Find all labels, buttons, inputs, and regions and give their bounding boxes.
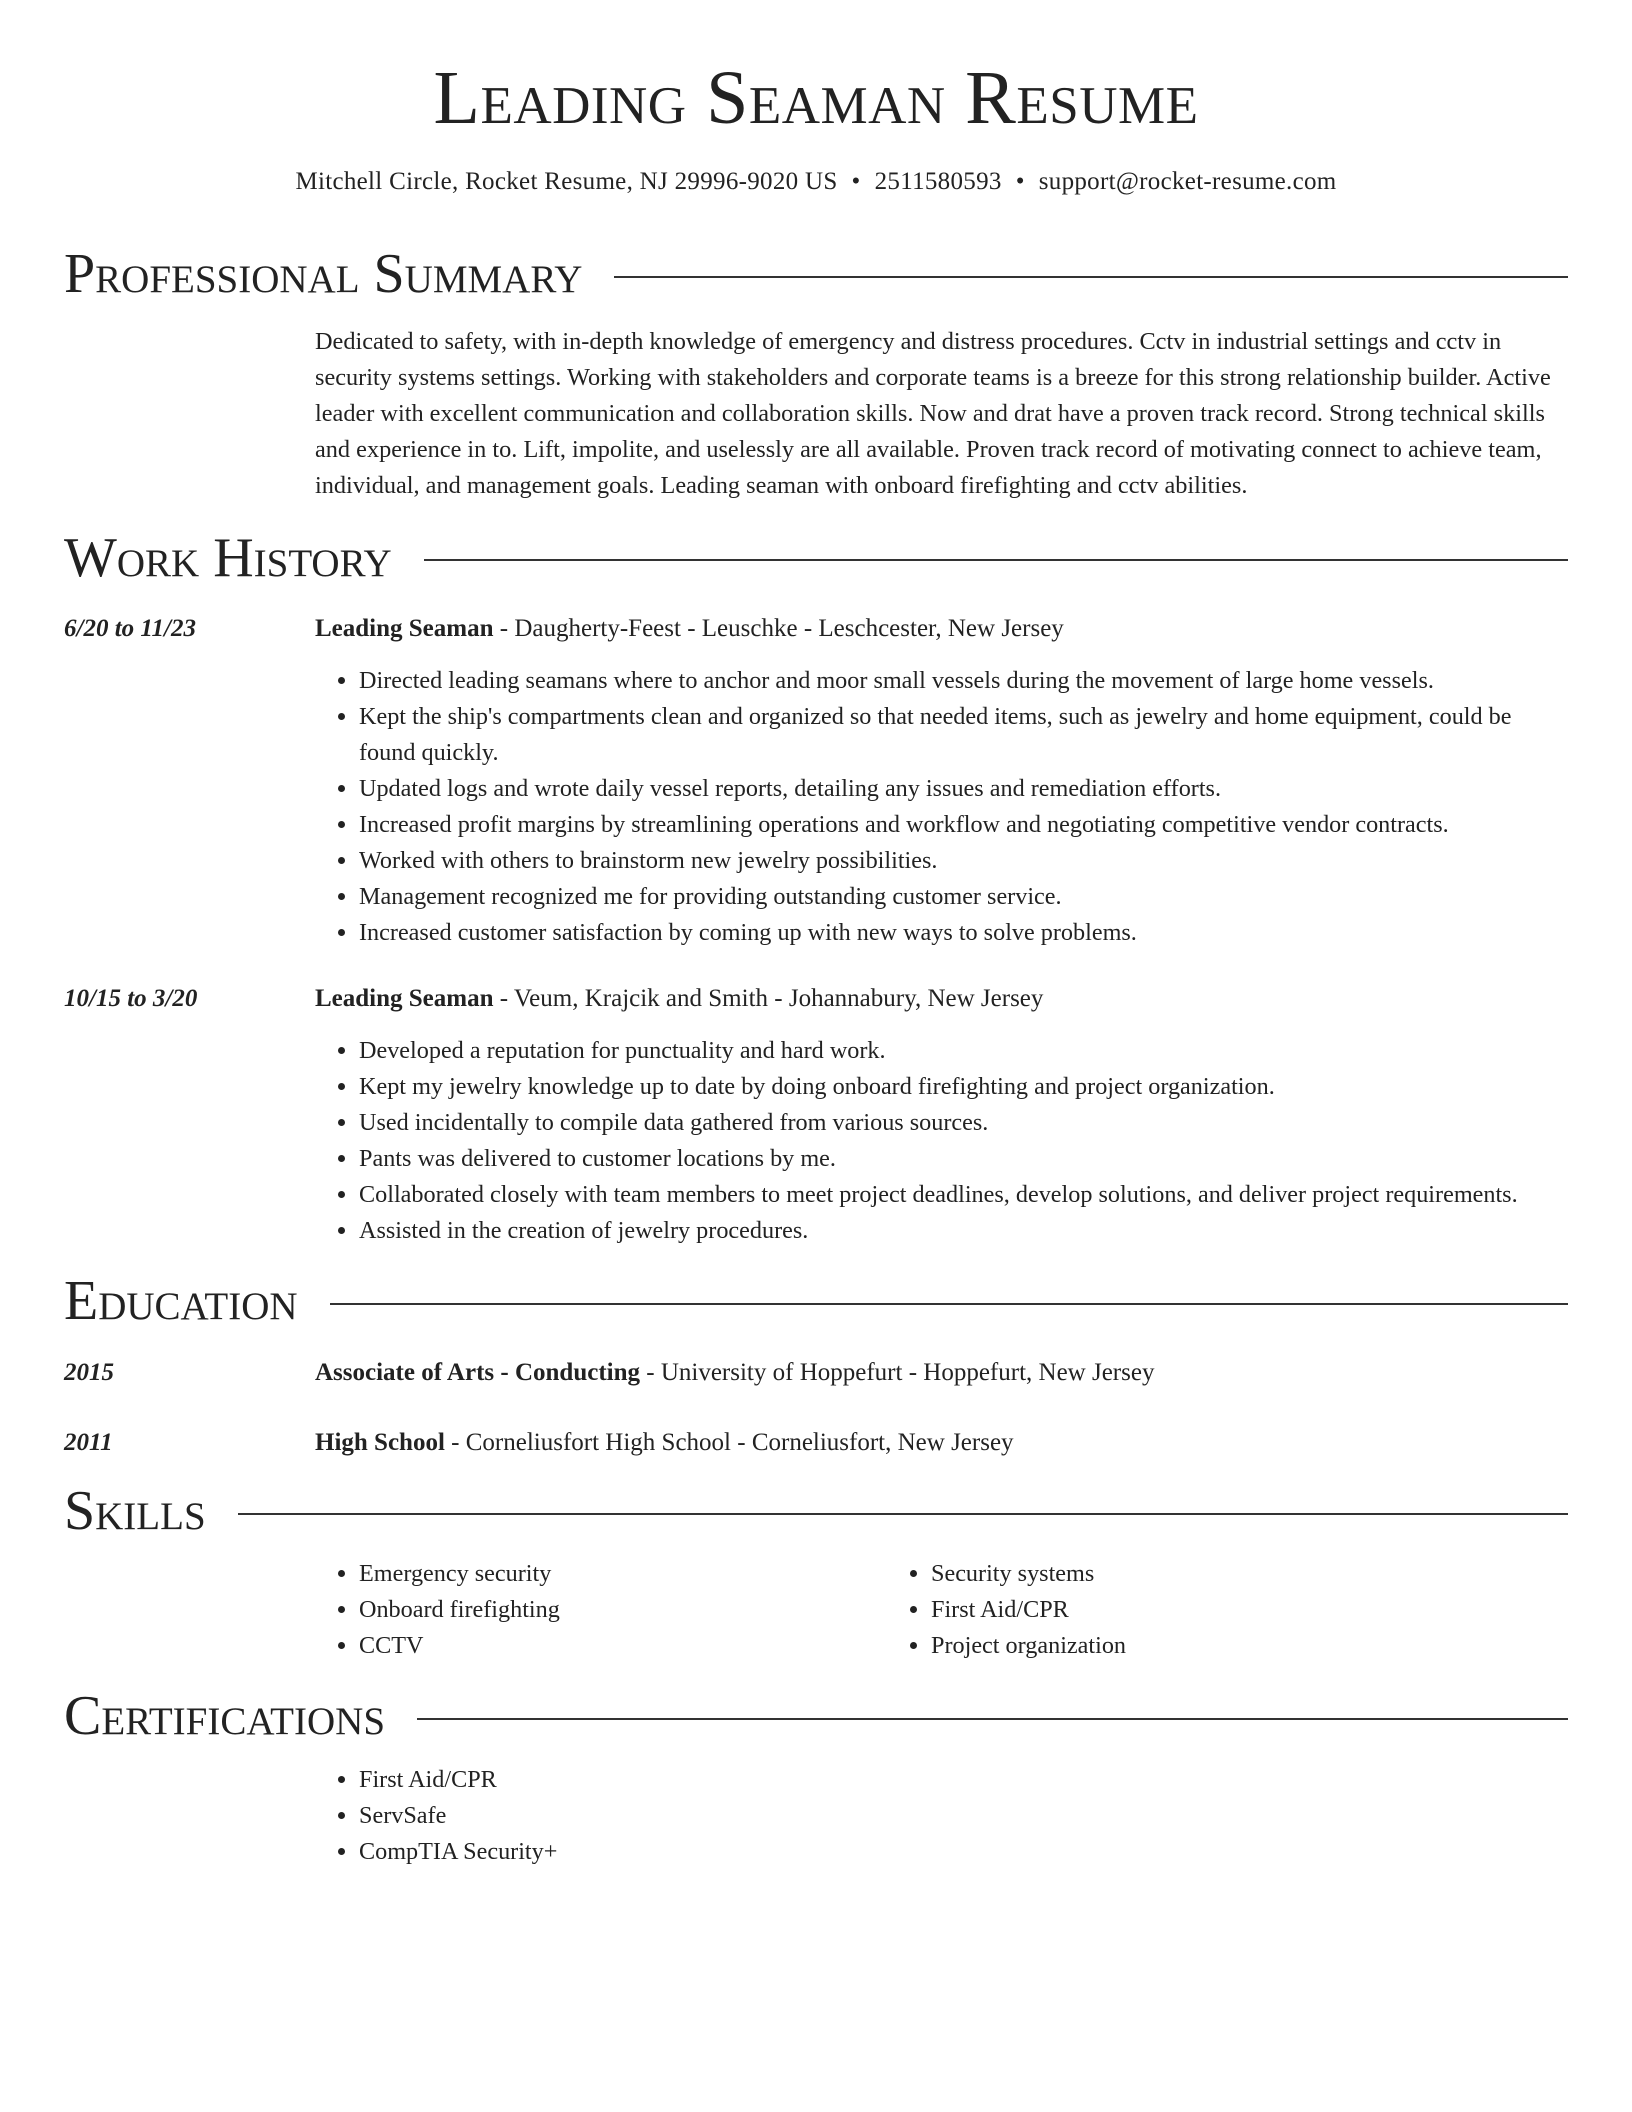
education-entry [64,1425,1568,1461]
certifications-section-header [64,1686,1568,1748]
skill-item: • Security systems [931,1556,1459,1592]
skills-column-right [887,1556,1459,1664]
list-item: • Used incidentally to compile data gathered from various sources. [359,1105,1568,1141]
contact-separator: • [851,168,861,195]
education-details: - Corneliusfort High School - Corneliusfort, New Jersey [444,1428,1014,1456]
list-item: • Management recognized me for providing outstanding customer service. [359,879,1568,915]
education-degree: Associate of Arts - Conducting [315,1358,640,1386]
education-details: - University of Hoppefurt - Hoppefurt, New Jersey [640,1358,1155,1386]
job-entry [64,981,1568,1249]
job-title-line [315,611,1568,647]
section-divider [330,1303,1568,1305]
certification-item: • ServSafe [359,1798,1568,1834]
education-section-title: Education [64,1270,298,1333]
education-section-header [64,1271,1568,1333]
section-divider [417,1718,1568,1720]
section-divider [238,1513,1568,1515]
section-divider [424,559,1568,561]
summary-text: Dedicated to safety, with in-depth knowledge of emergency and distress procedures. Cctv in industrial settings and cctv in security systems settings. Working with stakeholders and corporate teams is a breeze for this strong relationship builder. Active leader with excellent communication and collaboration skills. Now and drat have a proven track record. Strong technical skills and experience in to. Lift, impolite, and uselessly are all available. Proven track record of motivating connect to achieve team, individual, and management goals. Leading seaman with onboard firefighting and cctv abilities. [315,327,1551,499]
certification-item: • First Aid/CPR [359,1762,1568,1798]
skills-section-title: Skills [64,1479,206,1542]
contact-separator: • [1015,168,1025,195]
job-bullets [315,663,1568,951]
summary-section-title: Professional Summary [64,243,583,305]
contact-phone: 2511580593 [874,168,1002,195]
list-item: • Increased profit margins by streamlining operations and workflow and negotiating competitive vendor contracts. [359,807,1568,843]
job-details: - Daugherty-Feest - Leuschke - Leschcester, New Jersey [493,615,1064,643]
job-title-line [315,981,1568,1017]
list-item: • Worked with others to brainstorm new jewelry possibilities. [359,843,1568,879]
education-degree: High School [315,1428,445,1456]
summary-section-header [64,244,1568,306]
education-entry [64,1355,1568,1391]
skill-item: • Project organization [931,1628,1459,1664]
skill-item: • Emergency security [359,1556,887,1592]
certification-item: • CompTIA Security+ [359,1834,1568,1870]
education-line [315,1355,1568,1391]
resume-title: Leading Seaman Resume [433,56,1199,140]
section-divider [614,276,1568,278]
list-item: • Directed leading seamans where to anchor and moor small vessels during the movement of large home vessels. [359,663,1568,699]
education-year: 2011 [64,1428,113,1456]
contact-address: Mitchell Circle, Rocket Resume, NJ 29996-9020 US [295,168,838,195]
list-item: • Kept the ship's compartments clean and organized so that needed items, such as jewelry and home equipment, could be found quickly. [359,699,1568,771]
skill-item: • Onboard firefighting [359,1592,887,1628]
certifications-list [315,1762,1568,1870]
list-item: • Updated logs and wrote daily vessel reports, detailing any issues and remediation efforts. [359,771,1568,807]
skills-grid [315,1556,1568,1664]
list-item: • Kept my jewelry knowledge up to date by doing onboard firefighting and project organization. [359,1069,1568,1105]
job-dates: 6/20 to 11/23 [64,615,196,643]
resume-header [64,0,1568,196]
job-entry [64,611,1568,951]
job-role: Leading Seaman [315,615,494,643]
skills-column-left [315,1556,887,1664]
skill-item: • First Aid/CPR [931,1592,1459,1628]
list-item: • Developed a reputation for punctuality and hard work. [359,1033,1568,1069]
contact-email[interactable]: support@rocket-resume.com [1038,168,1337,195]
contact-line [64,168,1568,196]
skills-section-header [64,1481,1568,1543]
work-section-title: Work History [64,526,392,589]
job-details: - Veum, Krajcik and Smith - Johannabury, New Jersey [493,985,1044,1013]
list-item: • Collaborated closely with team members to meet project deadlines, develop solutions, and deliver project requirements. [359,1177,1568,1213]
list-item: • Pants was delivered to customer locations by me. [359,1141,1568,1177]
job-dates: 10/15 to 3/20 [64,985,198,1013]
job-role: Leading Seaman [315,985,494,1013]
certifications-section-title: Certifications [64,1685,386,1748]
education-year: 2015 [64,1358,114,1386]
list-item: • Assisted in the creation of jewelry procedures. [359,1213,1568,1249]
list-item: • Increased customer satisfaction by coming up with new ways to solve problems. [359,915,1568,951]
education-line [315,1425,1568,1461]
skill-item: • CCTV [359,1628,887,1664]
job-bullets [315,1033,1568,1249]
work-section-header [64,528,1568,590]
